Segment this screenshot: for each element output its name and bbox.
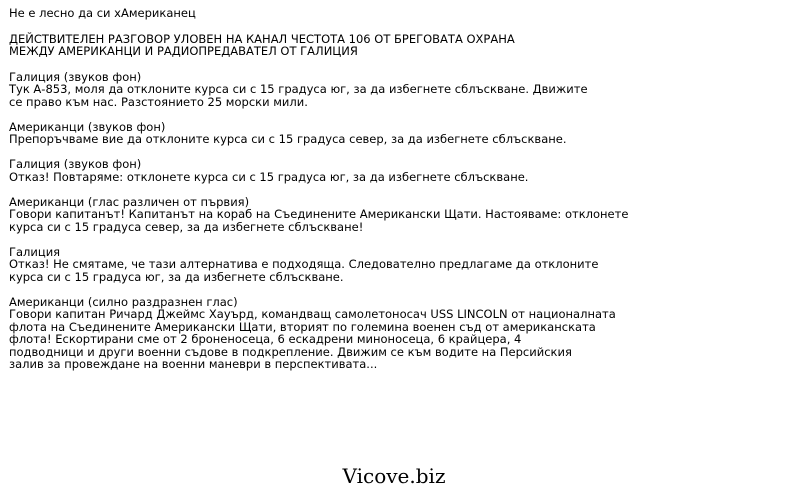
dialogue-line: залив за провеждане на военни маневри в перспективата... [9, 357, 378, 371]
page-title: Не е лесно да си хАмериканец [9, 6, 196, 20]
dialogue-block [9, 294, 616, 371]
headline [9, 33, 609, 58]
dialogue-line: Говори капитанът! Капитанът на кораб на Съединените Американски Щати. Настояваме: отклонете [9, 207, 629, 221]
headline-line: ДЕЙСТВИТЕЛЕН РАЗГОВОР УЛОВЕН НА КАНАЛ ЧЕСТОТА 106 ОТ БРЕГОВАТА ОХРАНА [9, 31, 515, 46]
dialogue-line: флота на Съединените Американски Щати, вторият по големина военен съд от американската [9, 319, 596, 334]
dialogue-line: Говори капитан Ричард Джеймс Хауърд, командващ самолетоносач USS LINCOLN от националната [9, 307, 616, 321]
dialogue-block [9, 71, 609, 109]
site-watermark: Vicove.biz [342, 464, 446, 488]
dialogue-block [9, 246, 609, 284]
speaker-label: Галиция (звуков фон) [9, 69, 142, 84]
dialogue-block [9, 121, 609, 146]
dialogue-block [9, 194, 629, 234]
dialogue-line: флота! Ескортирани сме от 2 броненосеца, 6 ескадрени миноносеца, 6 крайцера, 4 [9, 332, 522, 346]
speaker-label: Американци (глас различен от първия) [9, 194, 250, 209]
speaker-label: Американци (звуков фон) [9, 119, 166, 134]
dialogue-line: Тук А-853, моля да отклоните курса си с 15 градуса юг, за да избегнете сблъскване. Движите [9, 82, 588, 96]
speaker-label: Галиция [9, 244, 61, 259]
dialogue-line: курса си с 15 градуса юг, за да избегнете сблъскване. [9, 269, 344, 284]
dialogue-block [9, 158, 609, 183]
dialogue-line: Отказ! Повтаряме: отклонете курса си с 15 градуса юг, за да избегнете сблъскване. [9, 169, 529, 184]
speaker-label: Американци (силно раздразнен глас) [9, 294, 238, 309]
speaker-label: Галиция (звуков фон) [9, 157, 142, 171]
joke-text-page [9, 6, 629, 383]
dialogue-line: подводници и други военни съдове в подкрепление. Движим се към водите на Персийския [9, 344, 572, 359]
dialogue-line: курса си с 15 градуса север, за да избегнете сблъскване! [9, 219, 364, 234]
dialogue-line: Препоръчваме вие да отклоните курса си с 15 градуса север, за да избегнете сблъскване. [9, 132, 567, 146]
dialogue-line: Отказ! Не смятаме, че тази алтернатива е подходяща. Следователно предлагаме да отклоните [9, 257, 599, 271]
headline-line: МЕЖДУ АМЕРИКАНЦИ И РАДИОПРЕДАВАТЕЛ ОТ ГАЛИЦИЯ [9, 44, 358, 58]
dialogue-line: се право към нас. Разстоянието 25 морски мили. [9, 94, 308, 109]
